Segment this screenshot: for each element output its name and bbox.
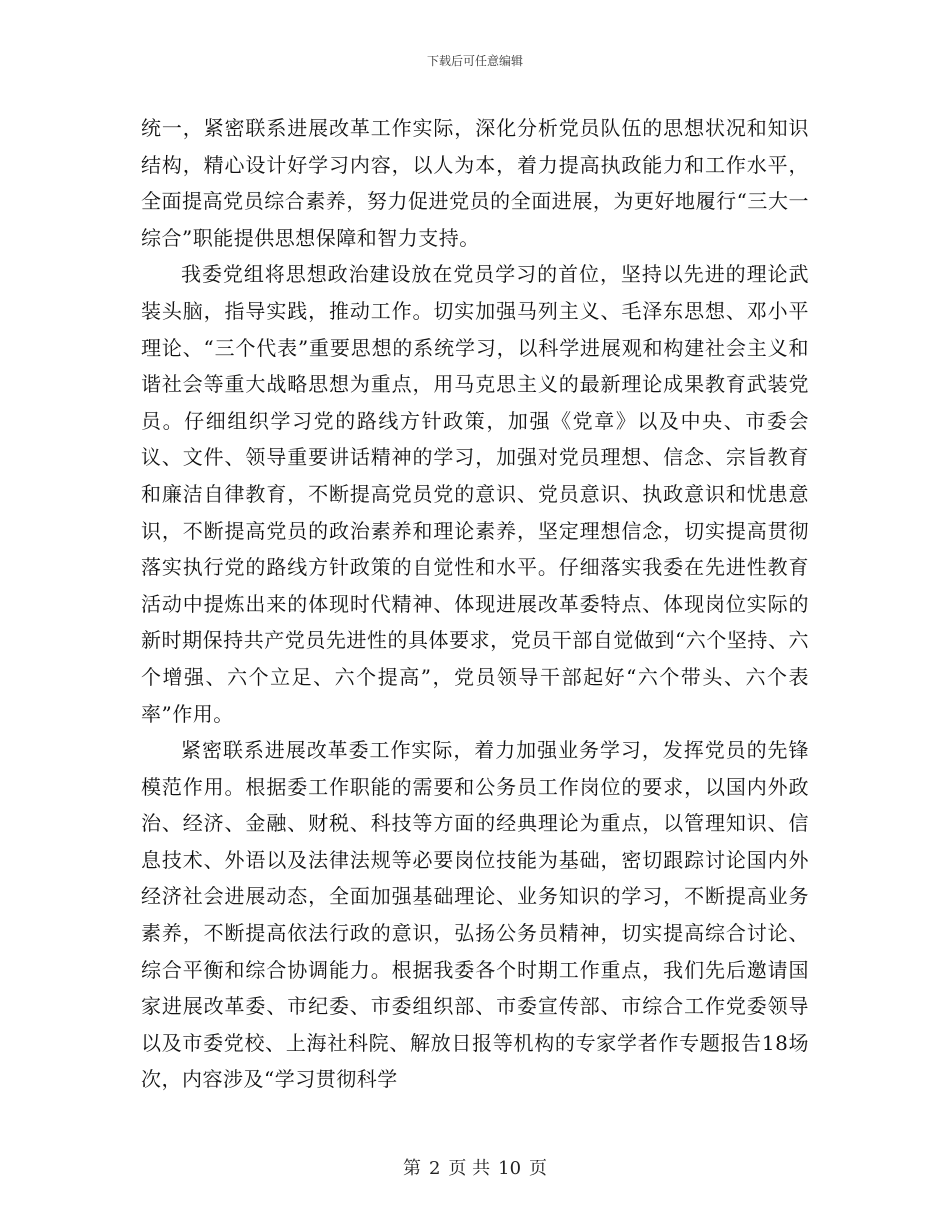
footer-prefix: 第 <box>402 1158 421 1179</box>
paragraph-3: 紧密联系进展改革委工作实际，着力加强业务学习，发挥党员的先锋模范作用。根据委工作职能的需要和公务员工作岗位的要求，以国内外政治、经济、金融、财税、科技等方面的经典理论为重点，以管理知识、信息技术、外语以及法律法规等必要岗位技能为基础，密切跟踪讨论国内外经济社会进展动态，全面加强基础理论、业务知识的学习，不断提高业务素养，不断提高依法行政的意识，弘扬公务员精神，切实提高综合讨论、综合平衡和综合协调能力。根据我委各个时期工作重点，我们先后邀请国家进展改革委、市纪委、市委组织部、市委宣传部、市综合工作党委领导以及市委党校、上海社科院、解放日报等机构的专家学者作专题报告18场次，内容涉及“学习贯彻科学 <box>141 738 809 1092</box>
body-text <box>141 110 809 1098</box>
paragraph-2: 我委党组将思想政治建设放在党员学习的首位，坚持以先进的理论武装头脑，指导实践，推动工作。切实加强马列主义、毛泽东思想、邓小平理论、“三个代表”重要思想的系统学习，以科学进展观和构建社会主义和谐社会等重大战略思想为重点，用马克思主义的最新理论成果教育武装党员。仔细组织学习党的路线方针政策，加强《党章》以及中央、市委会议、文件、领导重要讲话精神的学习，加强对党员理想、信念、宗旨教育和廉洁自律教育，不断提高党员党的意识、党员意识、执政意识和忧患意识，不断提高党员的政治素养和理论素养，坚定理想信念，切实提高贯彻落实执行党的路线方针政策的自觉性和水平。仔细落实我委在先进性教育活动中提炼出来的体现时代精神、体现进展改革委特点、体现岗位实际的新时期保持共产党员先进性的具体要求，党员干部自觉做到“六个坚持、六个增强、六个立足、六个提高”，党员领导干部起好“六个带头、六个表率”作用。 <box>141 262 809 726</box>
footer-middle: 页 共 <box>448 1158 491 1179</box>
page-footer <box>0 1154 950 1180</box>
footer-suffix: 页 <box>529 1158 548 1179</box>
page-header: 下载后可任意编辑 <box>426 54 523 68</box>
footer-total-pages: 10 <box>498 1158 522 1179</box>
footer-page-number: 2 <box>428 1158 441 1179</box>
paragraph-1: 统一，紧密联系进展改革工作实际，深化分析党员队伍的思想状况和知识结构，精心设计好学习内容，以人为本，着力提高执政能力和工作水平，全面提高党员综合素养，努力促进党员的全面进展，为更好地履行“三大一综合”职能提供思想保障和智力支持。 <box>141 116 809 250</box>
